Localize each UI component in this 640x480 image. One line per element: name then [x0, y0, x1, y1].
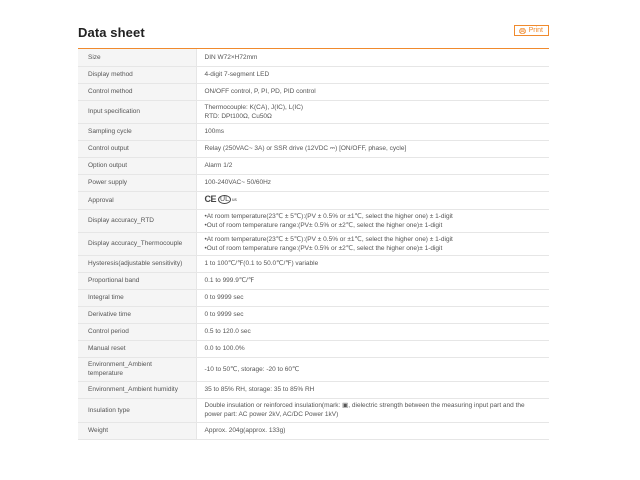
spec-label: Hysteresis(adjustable sensitivity) [78, 255, 196, 272]
spec-value [196, 100, 549, 123]
spec-row [78, 157, 549, 174]
spec-value-line: •Out of room temperature range:(PV± 0.5% or ±2℃, select the higher one)± 1-digit [204, 221, 443, 229]
spec-label: Display method [78, 66, 196, 83]
spec-label: Control period [78, 323, 196, 340]
spec-value-line: 100ms [204, 128, 225, 135]
spec-value [196, 255, 549, 272]
spec-value [196, 83, 549, 100]
spec-value-line: •At room temperature(23℃ ± 5℃):(PV ± 0.5% or ±1℃, select the higher one) ± 1-digit [204, 235, 453, 243]
spec-label: Approval [78, 191, 196, 209]
spec-label: Integral time [78, 289, 196, 306]
spec-row [78, 49, 549, 66]
spec-label: Power supply [78, 174, 196, 191]
spec-value-line: Relay (250VAC~ 3A) or SSR drive (12VDC ⎓) [ON/OFF, phase, cycle] [204, 145, 407, 152]
spec-value-line: RTD: DPt100Ω, Cu50Ω [204, 112, 272, 120]
print-button[interactable] [514, 25, 549, 36]
spec-label: Environment_Ambient humidity [78, 381, 196, 398]
spec-value [196, 340, 549, 357]
spec-value-line: DIN W72×H72mm [204, 53, 258, 61]
spec-row [78, 289, 549, 306]
spec-label: Display accuracy_RTD [78, 209, 196, 232]
spec-value [196, 140, 549, 157]
spec-value-line: -10 to 50℃, storage: -20 to 60℃ [204, 365, 300, 373]
spec-label: Proportional band [78, 272, 196, 289]
spec-value [196, 232, 549, 255]
spec-row [78, 381, 549, 398]
spec-table [78, 49, 549, 440]
spec-label: Environment_Ambient temperature [78, 357, 196, 381]
spec-value [196, 289, 549, 306]
spec-row [78, 340, 549, 357]
page-header [78, 22, 549, 48]
spec-label: Input specification [78, 100, 196, 123]
spec-value [196, 323, 549, 340]
spec-value-line: 0.1 to 999.9℃/℉ [204, 277, 255, 284]
spec-value-line: Alarm 1/2 [204, 162, 233, 169]
spec-row [78, 100, 549, 123]
spec-row [78, 323, 549, 340]
spec-value-line: Approx. 204g(approx. 133g) [204, 427, 286, 434]
page-title: Data sheet [78, 25, 145, 40]
spec-row [78, 398, 549, 422]
spec-value [196, 381, 549, 398]
spec-value [196, 272, 549, 289]
spec-value [196, 157, 549, 174]
spec-label: Display accuracy_Thermocouple [78, 232, 196, 255]
spec-label: Manual reset [78, 340, 196, 357]
spec-value-line: 35 to 85% RH, storage: 35 to 85% RH [204, 386, 315, 393]
spec-row [78, 83, 549, 100]
cul-us-mark-icon: UL [220, 196, 229, 203]
spec-value-line: 100-240VAC~ 50/60Hz [204, 179, 272, 186]
spec-value [196, 174, 549, 191]
spec-row [78, 422, 549, 439]
spec-label: Control output [78, 140, 196, 157]
spec-value [196, 398, 549, 422]
spec-label: Control method [78, 83, 196, 100]
spec-row [78, 306, 549, 323]
spec-row [78, 272, 549, 289]
spec-value [196, 49, 549, 66]
spec-label: Weight [78, 422, 196, 439]
spec-value-line: 0 to 9999 sec [204, 311, 244, 318]
spec-value-line: 0.0 to 100.0% [204, 345, 245, 352]
spec-value-line: •Out of room temperature range:(PV± 0.5% or ±2℃, select the higher one)± 1-digit [204, 244, 443, 252]
spec-value [196, 357, 549, 381]
spec-value [196, 306, 549, 323]
spec-row [78, 174, 549, 191]
approval-marks [205, 195, 237, 204]
spec-value [196, 422, 549, 439]
spec-row [78, 140, 549, 157]
spec-row [78, 357, 549, 381]
spec-value [196, 191, 549, 209]
spec-label: Insulation type [78, 398, 196, 422]
spec-value [196, 209, 549, 232]
spec-value-line: ON/OFF control, P, PI, PD, PID control [204, 88, 316, 95]
spec-table-body [78, 49, 549, 439]
spec-row [78, 232, 549, 255]
spec-value [196, 66, 549, 83]
spec-row [78, 209, 549, 232]
spec-label: Sampling cycle [78, 123, 196, 140]
spec-label: Option output [78, 157, 196, 174]
spec-label: Derivative time [78, 306, 196, 323]
spec-value [196, 123, 549, 140]
spec-value-line: 4-digit 7-segment LED [204, 71, 270, 78]
spec-value-line: 1 to 100℃/℉(0.1 to 50.0℃/℉) variable [204, 260, 319, 267]
spec-label: Size [78, 49, 196, 66]
spec-value-line: 0 to 9999 sec [204, 294, 244, 301]
printer-icon [519, 28, 526, 34]
spec-row [78, 66, 549, 83]
spec-value-line: •At room temperature(23℃ ± 5℃):(PV ± 0.5% or ±1℃, select the higher one) ± 1-digit [204, 212, 453, 220]
print-button-label: Print [528, 27, 543, 34]
spec-value-line: Double insulation or reinforced insulation(mark: ▣, dielectric strength between the measuring input part and the power part: AC power 2kV, AC/DC Power 1kV) [204, 402, 525, 418]
spec-value-line: 0.5 to 120.0 sec [204, 328, 251, 335]
spec-value-line: Thermocouple: K(CA), J(IC), L(IC) [204, 103, 304, 111]
spec-row [78, 255, 549, 272]
spec-row [78, 123, 549, 140]
ce-mark-icon: CE [204, 194, 217, 204]
spec-row [78, 191, 549, 209]
us-mark-text: us [231, 197, 237, 202]
